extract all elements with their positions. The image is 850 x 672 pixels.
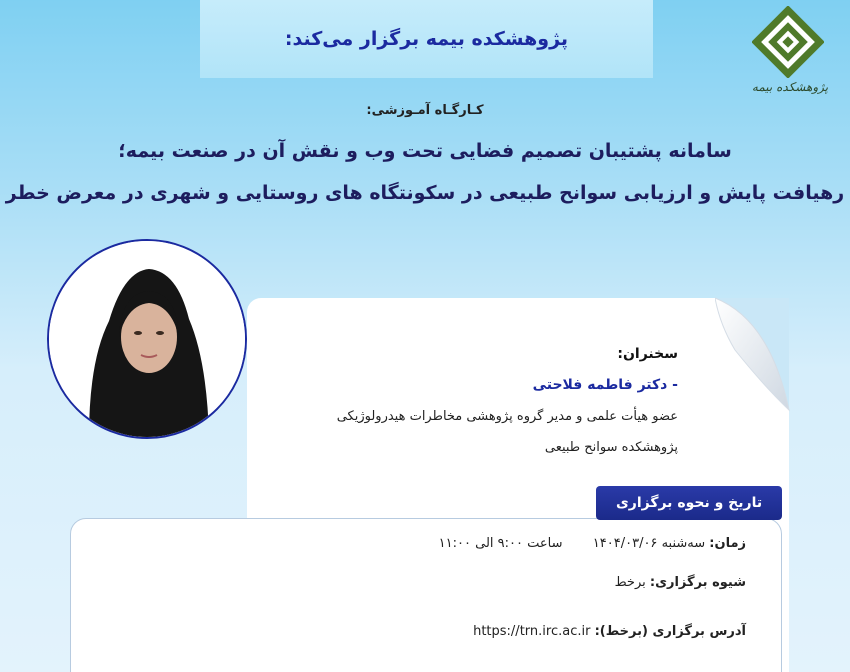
time-hours: ساعت ۹:۰۰ الی ۱۱:۰۰ xyxy=(438,536,563,551)
banner-text: پژوهشکده بیمه برگزار می‌کند: xyxy=(284,28,569,50)
workshop-title-line2: رهیافت پایش و ارزیابی سوانح طبیعی در سکونتگاه های روستایی و شهری در معرض خطر xyxy=(5,182,845,204)
logo-emblem-icon xyxy=(752,6,824,78)
speakers-label: سخنران: xyxy=(617,346,678,362)
workshop-label: کـارگـاه آمـوزشی: xyxy=(366,103,484,118)
address-label: آدرس برگزاری (برخط): xyxy=(594,624,746,639)
schedule-header: تاریخ و نحوه برگزاری xyxy=(596,486,782,520)
speaker-name: - دکتر فاطمه فلاحتی xyxy=(532,377,678,393)
speaker-role: عضو هیأت علمی و مدیر گروه پژوهشی مخاطرات هیدرولوژیکی xyxy=(336,409,678,424)
mode-label: شیوه برگزاری: xyxy=(649,575,746,590)
time-row xyxy=(439,536,746,551)
logo-text: پژوهشکده بیمه xyxy=(751,80,829,94)
address-link[interactable]: https://trn.irc.ac.ir xyxy=(473,624,591,639)
top-banner xyxy=(200,0,653,78)
speaker-portrait-icon xyxy=(49,241,245,437)
speaker-photo xyxy=(47,239,247,439)
workshop-title-line1: سامانه پشتیبان تصمیم فضایی تحت وب و نقش آن در صنعت بیمه؛ xyxy=(118,140,732,162)
speaker-institute: پژوهشکده سوانح طبیعی xyxy=(544,440,678,455)
time-date: ۱۴۰۴/۰۳/۰۶ xyxy=(592,536,658,551)
mode-row xyxy=(615,575,746,590)
page-curl-decoration xyxy=(715,290,805,415)
time-label: زمان: xyxy=(709,536,746,551)
address-row xyxy=(473,624,746,639)
institute-logo xyxy=(742,0,832,110)
time-day: سه‌شنبه xyxy=(661,536,706,551)
mode-value: برخط xyxy=(614,575,646,590)
